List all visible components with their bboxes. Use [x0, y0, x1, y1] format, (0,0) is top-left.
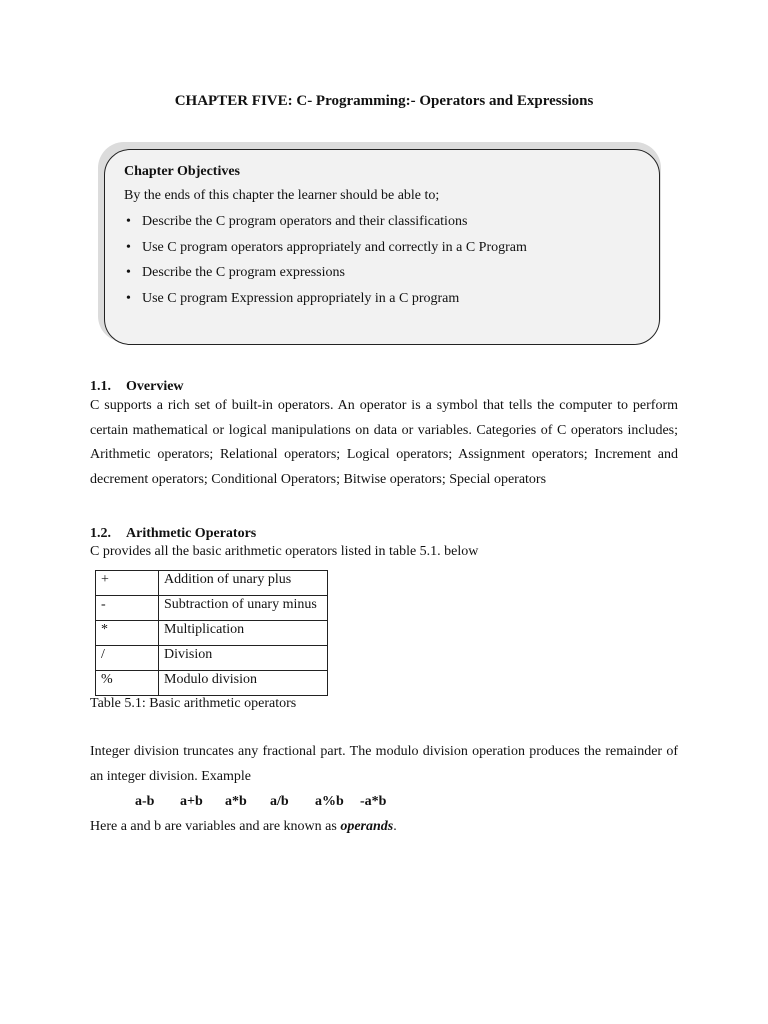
chapter-title: CHAPTER FIVE: C- Programming:- Operators and Expressions: [174, 93, 594, 109]
operator-description: Subtraction of unary minus: [159, 596, 328, 621]
objectives-list: [124, 212, 527, 314]
operands-prefix: Here a and b are variables and are known as: [90, 819, 341, 834]
operator-symbol: %: [96, 671, 159, 696]
objective-item: [124, 212, 527, 238]
operands-suffix: .: [393, 819, 397, 834]
example-expression: a+b: [180, 794, 203, 809]
table-row: [96, 646, 328, 671]
section-title: Overview: [126, 379, 184, 394]
section-number: 1.1.: [90, 379, 111, 394]
overview-text: C supports a rich set of built-in operators. An operator is a symbol that tells the computer to perform certain mathematical or logical manipulations on data or variables. Categories of C operators includes; Arithmetic operators; Relational operators; Logical operators; Assignment operators; Increment and decrement operators; Conditional Operators; Bitwise operators; Special operators: [90, 398, 678, 488]
example-expression: a%b: [315, 794, 344, 809]
section-title: Arithmetic Operators: [126, 526, 257, 541]
example-expression: -a*b: [360, 794, 387, 809]
example-expression: a-b: [135, 794, 155, 809]
expression-examples: [135, 794, 405, 810]
operator-description: Division: [159, 646, 328, 671]
operator-symbol: *: [96, 621, 159, 646]
overview-paragraph: [90, 394, 678, 493]
operator-symbol: /: [96, 646, 159, 671]
table-caption: Table 5.1: Basic arithmetic operators: [90, 696, 297, 711]
bullet-icon: •: [126, 239, 131, 255]
arithmetic-operators-table: [95, 570, 328, 696]
objectives-intro: By the ends of this chapter the learner should be able to;: [124, 188, 440, 203]
bullet-icon: •: [126, 265, 131, 280]
objective-item: [124, 289, 527, 315]
example-expression: a*b: [225, 794, 247, 809]
arithmetic-intro-text: C provides all the basic arithmetic operators listed in table 5.1. below: [90, 544, 479, 559]
objective-text: Use C program operators appropriately and correctly in a C Program: [142, 239, 527, 255]
objective-item: [124, 263, 527, 289]
operator-description: Multiplication: [159, 621, 328, 646]
bullet-icon: •: [126, 290, 131, 306]
objective-item: [124, 238, 527, 264]
section-number: 1.2.: [90, 526, 111, 541]
division-paragraph: [90, 740, 678, 789]
objective-text: Describe the C program expressions: [142, 265, 345, 280]
operator-symbol: -: [96, 596, 159, 621]
table-row: [96, 621, 328, 646]
objective-text: Use C program Expression appropriately in a C program: [142, 290, 460, 306]
objective-text: Describe the C program operators and their classifications: [142, 214, 468, 229]
overview-heading: [90, 379, 184, 395]
table-row: [96, 571, 328, 596]
bullet-icon: •: [126, 214, 131, 229]
example-expression: a/b: [270, 794, 289, 809]
operands-term: operands: [340, 819, 394, 834]
operator-description: Addition of unary plus: [159, 571, 328, 596]
operands-sentence: [90, 819, 397, 835]
division-text: Integer division truncates any fractional part. The modulo division operation produces the remainder of an integer division. Example: [90, 744, 678, 784]
table-row: [96, 596, 328, 621]
operator-symbol: +: [96, 571, 159, 596]
table-row: [96, 671, 328, 696]
arithmetic-intro: [90, 540, 678, 565]
operator-description: Modulo division: [159, 671, 328, 696]
objectives-heading: Chapter Objectives: [124, 164, 240, 179]
